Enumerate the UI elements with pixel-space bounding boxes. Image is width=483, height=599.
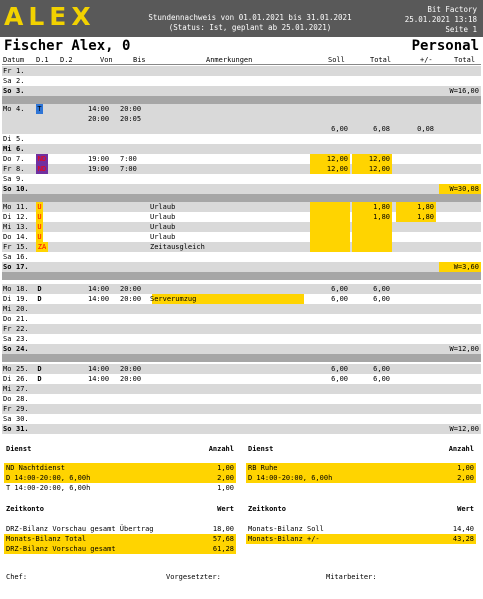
dienst-right-title: Dienst [248, 445, 274, 453]
zeitkonto-left-item-value: 18,00 [212, 525, 234, 533]
row-total: 6,00 [373, 375, 390, 383]
department-name: Personal [411, 38, 479, 54]
col-d1: D.1 [36, 56, 49, 64]
company-name: Bit Factory [427, 5, 477, 14]
row-note: Urlaub [150, 223, 176, 231]
row-total: 12,00 [368, 155, 390, 163]
row-weekday: Di [3, 213, 12, 221]
row-total: 12,00 [368, 165, 390, 173]
day-row [2, 144, 481, 154]
row-date: 24. [16, 345, 29, 353]
day-row [2, 174, 481, 184]
day-row [2, 164, 481, 174]
row-soll: 6,00 [331, 285, 348, 293]
row-note: Urlaub [150, 233, 176, 241]
row-von: 19:00 [88, 165, 110, 173]
row-bis: 20:00 [120, 285, 142, 293]
row-date: 9. [16, 175, 25, 183]
row-weekday: Di [3, 135, 12, 143]
row-weekday: Mo [3, 285, 12, 293]
dienst-right-item-label: RB Ruhe [248, 464, 278, 472]
row-soll: 6,00 [331, 125, 348, 133]
spacer-row [2, 194, 481, 202]
shift-code-badge[interactable]: D [37, 365, 42, 373]
row-date: 25. [16, 365, 29, 373]
row-bis: 20:00 [120, 295, 142, 303]
day-row [2, 314, 481, 324]
row-weekday: Mi [3, 305, 12, 313]
week-sum: W=30,08 [449, 185, 479, 193]
col-soll: Soll [328, 56, 345, 64]
soll-highlight [310, 222, 350, 232]
zeitkonto-right-item-label: Monats-Bilanz Soll [248, 525, 324, 533]
row-von: 14:00 [88, 105, 110, 113]
row-weekday: Fr [3, 67, 12, 75]
dienst-left-title: Dienst [6, 445, 32, 453]
dienst-left-count-label: Anzahl [208, 445, 234, 453]
shift-code-badge[interactable]: D [37, 295, 42, 303]
row-date: 21. [16, 315, 29, 323]
col-d2: D.2 [60, 56, 73, 64]
day-row [2, 324, 481, 334]
week-sum: W=12,00 [449, 425, 479, 433]
row-weekday: Mo [3, 105, 12, 113]
report-header [0, 0, 483, 37]
zeitkonto-right-item-label: Monats-Bilanz +/- [248, 535, 320, 543]
row-date: 14. [16, 233, 29, 241]
shift-code-badge[interactable]: U [37, 223, 42, 231]
spacer-row [2, 114, 481, 124]
day-row [2, 294, 481, 304]
row-total: 6,00 [373, 285, 390, 293]
zeitkonto-right-title: Zeitkonto [248, 505, 286, 513]
row-weekday: Fr [3, 243, 12, 251]
row-date: 31. [16, 425, 29, 433]
row-weekday: Sa [3, 175, 12, 183]
soll-highlight [310, 212, 350, 222]
shift-code-badge[interactable]: D [37, 375, 42, 383]
row-date: 29. [16, 405, 29, 413]
row-total: 6,08 [373, 125, 390, 133]
day-row [2, 364, 481, 374]
row-date: 23. [16, 335, 29, 343]
row-von: 14:00 [88, 365, 110, 373]
signature-chef: Chef: [6, 573, 28, 581]
row-bis: 20:05 [120, 115, 142, 123]
zeitkonto-right-item-value: 14,40 [452, 525, 474, 533]
row-date: 22. [16, 325, 29, 333]
row-bis: 7:00 [120, 165, 137, 173]
row-diff: 1,80 [417, 203, 434, 211]
day-row [2, 394, 481, 404]
dienst-left-item-count: 2,00 [217, 474, 234, 482]
dienst-left-item-label: D 14:00-20:00, 6,00h [6, 474, 91, 482]
row-bis: 20:00 [120, 365, 142, 373]
row-diff: 1,80 [417, 213, 434, 221]
row-date: 13. [16, 223, 29, 231]
row-date: 10. [16, 185, 29, 193]
shift-code-badge[interactable]: U [37, 203, 42, 211]
zeitkonto-left-item-label: DRZ-Bilanz Vorschau gesamt Übertrag [6, 525, 154, 533]
day-row [2, 304, 481, 314]
row-date: 11. [16, 203, 29, 211]
spacer-row [2, 124, 481, 134]
day-row [2, 134, 481, 144]
row-weekday: So [3, 425, 12, 433]
row-weekday: So [3, 87, 12, 95]
shift-code-badge[interactable]: T [37, 105, 42, 113]
row-weekday: Sa [3, 415, 12, 423]
row-weekday: Fr [3, 165, 12, 173]
dienst-left-item-count: 1,00 [217, 484, 234, 492]
row-note: Serverumzug [150, 295, 197, 303]
day-row [2, 76, 481, 86]
dienst-left-item-count: 1,00 [217, 464, 234, 472]
col-anmerkungen: Anmerkungen [206, 56, 253, 64]
page-number: Seite 1 [445, 25, 477, 34]
week-sum: W=12,00 [449, 345, 479, 353]
day-row [2, 252, 481, 262]
shift-code-badge[interactable]: ZA [37, 243, 47, 251]
day-row [2, 66, 481, 76]
row-date: 20. [16, 305, 29, 313]
signature-vorgesetzter: Vorgesetzter: [166, 573, 221, 581]
row-von: 20:00 [88, 115, 110, 123]
shift-code-badge[interactable]: U [37, 233, 42, 241]
employee-name: Fischer Alex, 0 [4, 38, 131, 54]
row-total: 6,00 [373, 295, 390, 303]
day-row [2, 284, 481, 294]
row-von: 14:00 [88, 375, 110, 383]
day-row [2, 262, 481, 272]
row-note: Urlaub [150, 203, 176, 211]
day-row [2, 334, 481, 344]
row-total: 1,80 [373, 213, 390, 221]
soll-highlight [310, 202, 350, 212]
row-date: 2. [16, 77, 25, 85]
zeitkonto-left-item-label: Monats-Bilanz Total [6, 535, 87, 543]
row-weekday: So [3, 185, 12, 193]
row-total: 1,80 [373, 203, 390, 211]
total-highlight [352, 242, 392, 252]
row-date: 6. [16, 145, 25, 153]
zeitkonto-left-title: Zeitkonto [6, 505, 44, 513]
row-date: 27. [16, 385, 29, 393]
shift-code-badge[interactable]: ND [37, 155, 47, 163]
row-weekday: Mi [3, 223, 12, 231]
report-meta [405, 5, 477, 35]
col-von: Von [100, 56, 113, 64]
row-date: 7. [16, 155, 25, 163]
row-date: 18. [16, 285, 29, 293]
row-bis: 20:00 [120, 105, 142, 113]
day-row [2, 104, 481, 114]
zeitkonto-right-value-label: Wert [457, 505, 474, 513]
row-weekday: So [3, 345, 12, 353]
row-weekday: So [3, 263, 12, 271]
row-weekday: Sa [3, 335, 12, 343]
row-soll: 12,00 [326, 165, 348, 173]
row-weekday: Mo [3, 365, 12, 373]
row-weekday: Mi [3, 385, 12, 393]
row-date: 28. [16, 395, 29, 403]
row-von: 14:00 [88, 285, 110, 293]
day-row [2, 232, 481, 242]
row-weekday: Di [3, 375, 12, 383]
soll-highlight [310, 232, 350, 242]
zeitkonto-left-item-value: 57,68 [212, 535, 234, 543]
day-row [2, 202, 481, 212]
col-total: Total [370, 56, 392, 64]
row-von: 14:00 [88, 295, 110, 303]
row-date: 26. [16, 375, 29, 383]
row-soll: 6,00 [331, 375, 348, 383]
day-row [2, 184, 481, 194]
signature-mitarbeiter: Mitarbeiter: [326, 573, 377, 581]
day-row [2, 222, 481, 232]
row-weekday: Do [3, 315, 12, 323]
day-row [2, 424, 481, 434]
shift-code-badge[interactable]: U [37, 213, 42, 221]
dienst-right-item-label: D 14:00-20:00, 6,00h [248, 474, 333, 482]
row-weekday: Sa [3, 253, 12, 261]
row-total: 6,00 [373, 365, 390, 373]
spacer-row [2, 272, 481, 280]
row-weekday: Mi [3, 145, 12, 153]
day-row [2, 86, 481, 96]
row-soll: 6,00 [331, 365, 348, 373]
row-weekday: Di [3, 295, 12, 303]
total-highlight [352, 222, 392, 232]
dienst-right-count-label: Anzahl [448, 445, 474, 453]
day-row [2, 414, 481, 424]
dienst-left-item-label: T 14:00-20:00, 6,00h [6, 484, 91, 492]
row-date: 12. [16, 213, 29, 221]
row-date: 4. [16, 105, 25, 113]
print-datetime: 25.01.2021 13:18 [404, 15, 477, 24]
row-weekday: Do [3, 155, 12, 163]
col-total2: Total [454, 56, 476, 64]
row-note: Urlaub [150, 213, 176, 221]
row-date: 19. [16, 295, 29, 303]
shift-code-badge[interactable]: ND [37, 165, 47, 173]
total-highlight [352, 232, 392, 242]
row-von: 19:00 [88, 155, 110, 163]
row-date: 30. [16, 415, 29, 423]
row-weekday: Fr [3, 325, 12, 333]
row-bis: 7:00 [120, 155, 137, 163]
dienst-right-item-count: 2,00 [457, 474, 474, 482]
spacer-row [2, 354, 481, 362]
soll-highlight [310, 242, 350, 252]
row-date: 3. [16, 87, 25, 95]
row-date: 16. [16, 253, 29, 261]
column-header-row [2, 55, 481, 65]
row-weekday: Sa [3, 77, 12, 85]
zeitkonto-left-item-value: 61,28 [212, 545, 234, 553]
day-row [2, 242, 481, 252]
col-bis: Bis [133, 56, 146, 64]
report-title [130, 13, 370, 33]
row-date: 15. [16, 243, 29, 251]
row-soll: 12,00 [326, 155, 348, 163]
row-weekday: Do [3, 233, 12, 241]
col-datum: Datum [3, 56, 25, 64]
alex-logo: ALEX [4, 2, 96, 31]
row-note: Zeitausgleich [150, 243, 205, 251]
row-date: 8. [16, 165, 25, 173]
report-title-status: (Status: Ist, geplant ab 25.01.2021) [168, 23, 332, 32]
row-soll: 6,00 [331, 295, 348, 303]
row-date: 1. [16, 67, 25, 75]
zeitkonto-right-item-value: 43,28 [452, 535, 474, 543]
day-row [2, 404, 481, 414]
day-row [2, 212, 481, 222]
day-row [2, 384, 481, 394]
row-diff: 0,08 [417, 125, 434, 133]
dienst-left-item-label: ND Nachtdienst [6, 464, 66, 472]
dienst-right-item-count: 1,00 [457, 464, 474, 472]
report-title-period: Stundennachweis von 01.01.2021 bis 31.01.2021 [148, 13, 352, 22]
row-date: 5. [16, 135, 25, 143]
zeitkonto-left-item-label: DRZ-Bilanz Vorschau gesamt [6, 545, 116, 553]
row-weekday: Fr [3, 405, 12, 413]
row-weekday: Do [3, 395, 12, 403]
zeitkonto-left-value-label: Wert [217, 505, 234, 513]
row-date: 17. [16, 263, 29, 271]
col-diff: +/- [420, 56, 433, 64]
week-sum: W=3,60 [453, 263, 479, 271]
day-row [2, 374, 481, 384]
day-row [2, 154, 481, 164]
row-bis: 20:00 [120, 375, 142, 383]
shift-code-badge[interactable]: D [37, 285, 42, 293]
spacer-row [2, 96, 481, 104]
row-weekday: Mo [3, 203, 12, 211]
day-row [2, 344, 481, 354]
week-sum: W=16,00 [449, 87, 479, 95]
